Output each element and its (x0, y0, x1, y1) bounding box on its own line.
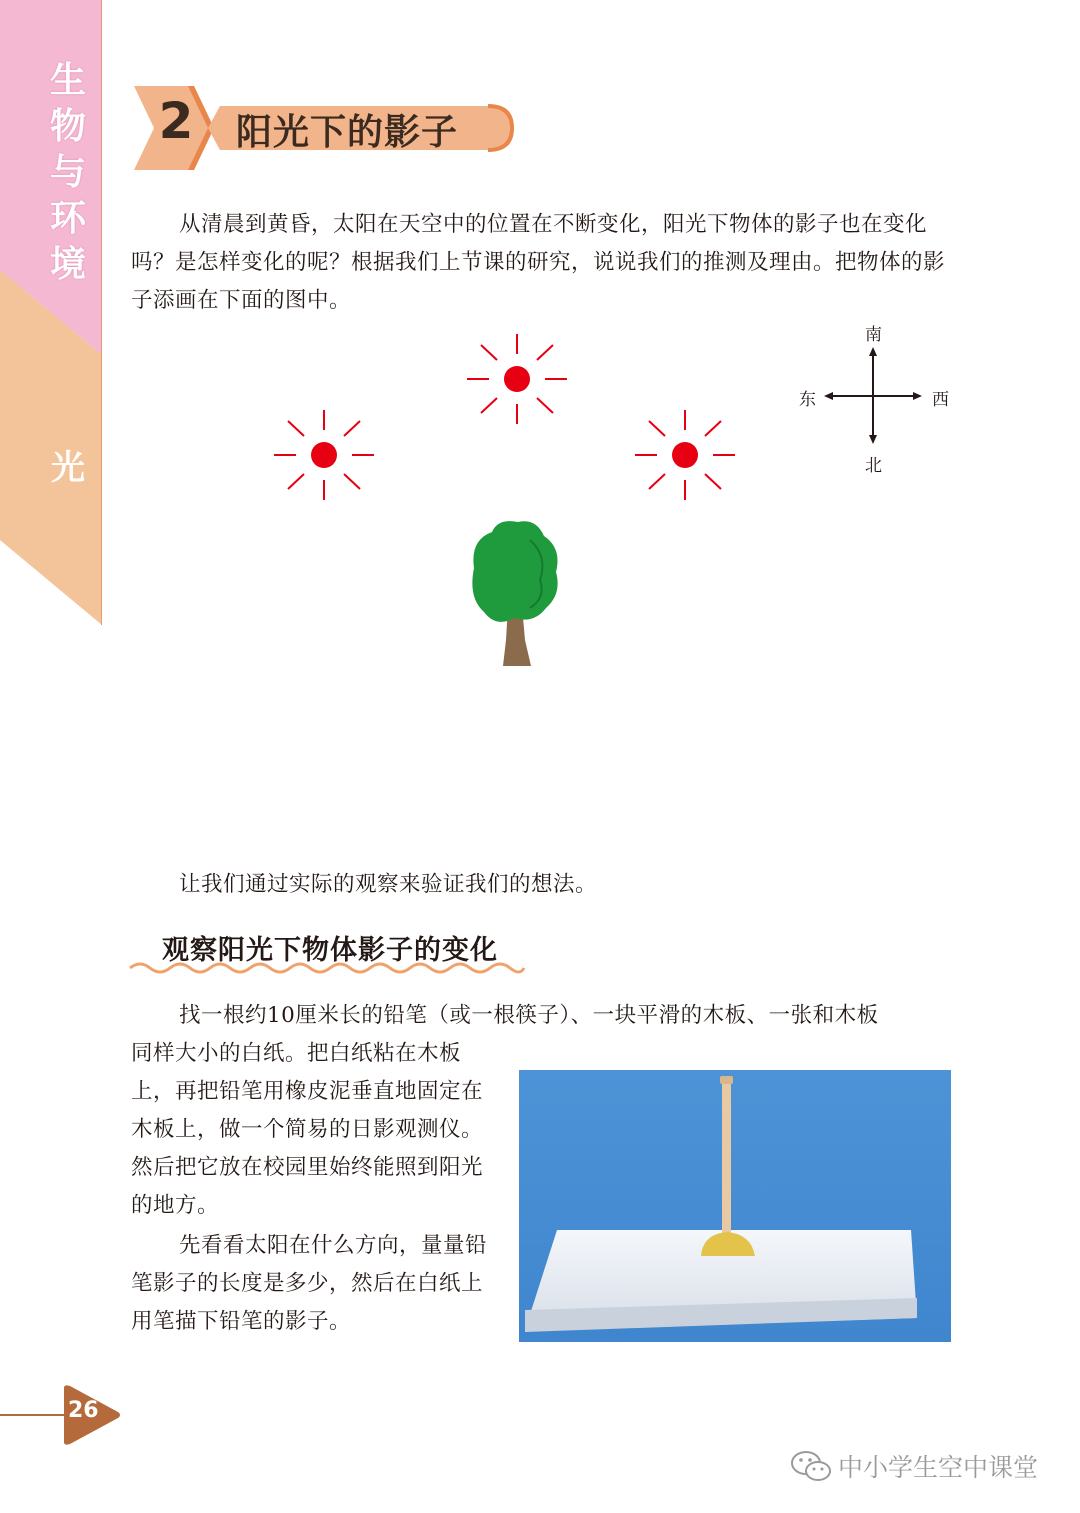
lesson-number: 2 (158, 92, 194, 150)
transition-text: 让我们通过实际的观察来验证我们的想法。 (179, 872, 598, 897)
compass-west-label: 西 (932, 390, 949, 410)
page-number: 26 (68, 1398, 99, 1423)
wavy-underline (128, 958, 528, 978)
chapter-title: 光 (51, 448, 85, 488)
activity-paragraph-2: 先看看太阳在什么方向，量量铅笔影子的长度是多少，然后在白纸上用笔描下铅笔的影子。 (131, 1233, 488, 1334)
lesson-title: 阳光下的影子 (236, 112, 459, 153)
wechat-icon (790, 1449, 832, 1483)
activity-paragraph-first-line: 找一根约10厘米长的铅笔（或一根筷子）、一块平滑的木板、一张和木板 (179, 1003, 879, 1028)
watermark (790, 1446, 1038, 1486)
compass-south-label: 南 (865, 325, 882, 345)
sun-path-diagram (0, 320, 1080, 680)
tree-icon (472, 521, 557, 666)
compass-north-label: 北 (865, 456, 882, 476)
activity-title: 观察阳光下物体影子的变化 (162, 935, 498, 966)
compass-icon (824, 347, 922, 444)
sun-icon (274, 410, 374, 500)
watermark-text: 中小学生空中课堂 (838, 1453, 1039, 1482)
sun-icon (467, 334, 567, 424)
intro-paragraph: 从清晨到黄昏，太阳在天空中的位置在不断变化，阳光下物体的影子也在变化吗？是怎样变化的呢？根据我们上节课的研究，说说我们的推测及理由。把物体的影子添画在下面的图中。 (131, 212, 946, 313)
lesson-header (128, 82, 518, 174)
sundial-photo (519, 1070, 951, 1342)
compass-east-label: 东 (799, 390, 816, 410)
sun-icon (635, 410, 735, 500)
unit-title: 生 物 与 环 境 (49, 60, 86, 285)
activity-paragraph: 同样大小的白纸。把白纸粘在木板上，再把铅笔用橡皮泥垂直地固定在木板上，做一个简易的日影观测仪。然后把它放在校园里始终能照到阳光的地方。 (131, 1041, 484, 1218)
